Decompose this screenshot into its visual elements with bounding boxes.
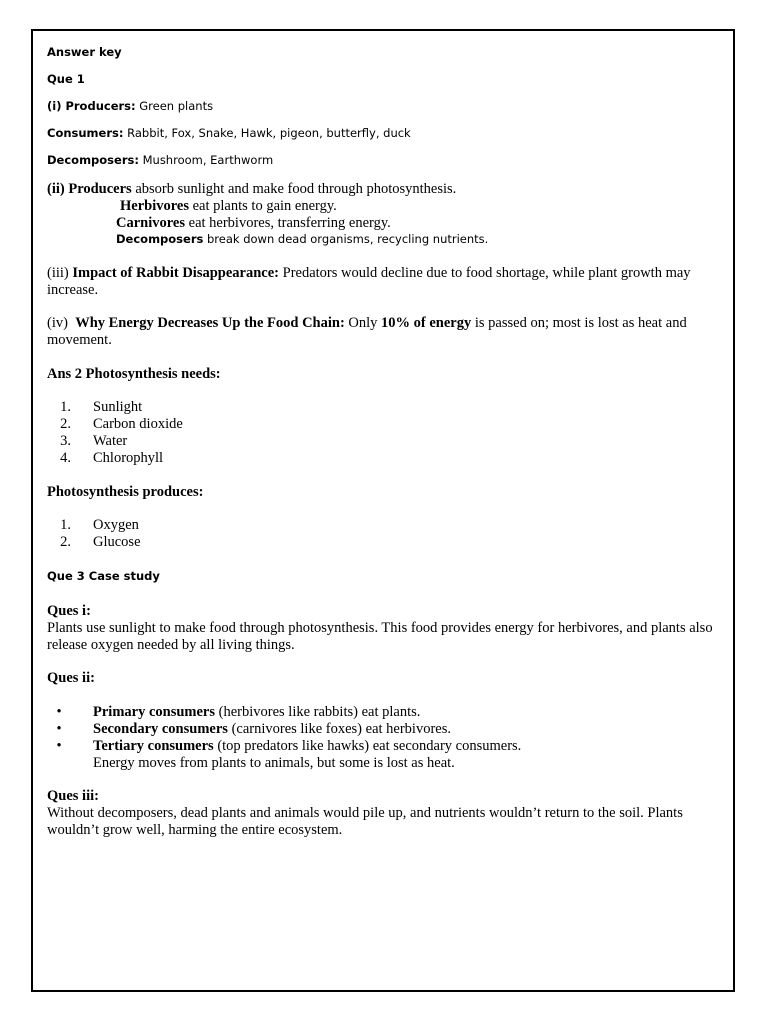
iv-text2: is passed on; most is lost as heat and movement. — [47, 315, 687, 348]
consumers-label: Consumers: — [47, 126, 124, 140]
list-item: • Tertiary consumers (top predators like hawks) eat secondary consumers. — [56, 738, 522, 754]
decomposers-text: Mushroom, Earthworm — [142, 153, 274, 167]
decomposers2-line — [116, 232, 488, 246]
que3-heading: Que 3 Case study — [47, 569, 160, 583]
decomposers-line — [47, 153, 273, 167]
ques-iii-label: Ques iii: — [47, 788, 99, 804]
ans2-heading: Ans 2 Photosynthesis needs: — [47, 366, 221, 382]
page-border — [31, 29, 735, 992]
list-item: 2. Glucose — [60, 534, 141, 550]
producers-text: Green plants — [139, 99, 214, 113]
decomposers2-text: break down dead organisms, recycling nutrients. — [207, 232, 489, 246]
list-item: • Primary consumers (herbivores like rabbits) eat plants. — [56, 704, 421, 720]
iii-paragraph — [47, 265, 717, 299]
ii-producers-text: absorb sunlight and make food through photosynthesis. — [135, 181, 457, 197]
ii-producers-label: (ii) Producers — [47, 181, 132, 197]
iv-bold: 10% of energy — [381, 315, 472, 331]
produces-heading: Photosynthesis produces: — [47, 484, 204, 500]
ques-i-text: Plants use sunlight to make food through photosynthesis. This food provides energy for herbivores, and plants also release oxygen needed by all living things. — [47, 620, 713, 653]
list-item: 1. Sunlight — [60, 399, 143, 415]
energy-note: Energy moves from plants to animals, but some is lost as heat. — [93, 755, 455, 771]
herbivores-text: eat plants to gain energy. — [192, 198, 337, 214]
iv-paragraph — [47, 315, 717, 349]
list-item: 1. Oxygen — [60, 517, 139, 533]
decomposers2-label: Decomposers — [116, 232, 204, 246]
consumers-line — [47, 126, 411, 140]
document-title: Answer key — [47, 45, 122, 59]
decomposers-label: Decomposers: — [47, 153, 139, 167]
que1-heading: Que 1 — [47, 72, 85, 86]
producers-label: (i) Producers: — [47, 99, 136, 113]
iv-text1: Only — [348, 315, 378, 331]
carnivores-line — [116, 215, 391, 232]
list-item: • Secondary consumers (carnivores like foxes) eat herbivores. — [56, 721, 451, 737]
consumers-text: Rabbit, Fox, Snake, Hawk, pigeon, butterfly, duck — [127, 126, 411, 140]
list-item: 3. Water — [60, 433, 128, 449]
list-item: 2. Carbon dioxide — [60, 416, 183, 432]
ques-i-label: Ques i: — [47, 603, 91, 619]
iv-prefix: (iv) — [47, 315, 68, 331]
herbivores-label: Herbivores — [120, 198, 189, 214]
iii-label: Impact of Rabbit Disappearance: — [72, 265, 279, 281]
carnivores-label: Carnivores — [116, 215, 186, 231]
ii-producers-line — [47, 181, 456, 198]
producers-line — [47, 99, 213, 113]
iii-text: Predators would decline due to food shortage, while plant growth may increase. — [47, 265, 691, 298]
carnivores-text: eat herbivores, transferring energy. — [188, 215, 391, 231]
ques-ii-label: Ques ii: — [47, 670, 95, 686]
iii-prefix: (iii) — [47, 265, 69, 281]
iv-label: Why Energy Decreases Up the Food Chain: — [75, 315, 345, 331]
herbivores-line — [120, 198, 337, 215]
list-item: 4. Chlorophyll — [60, 450, 164, 466]
ques-iii-text: Without decomposers, dead plants and animals would pile up, and nutrients wouldn’t return to the soil. Plants wouldn’t grow well, harming the entire ecosystem. — [47, 805, 683, 838]
